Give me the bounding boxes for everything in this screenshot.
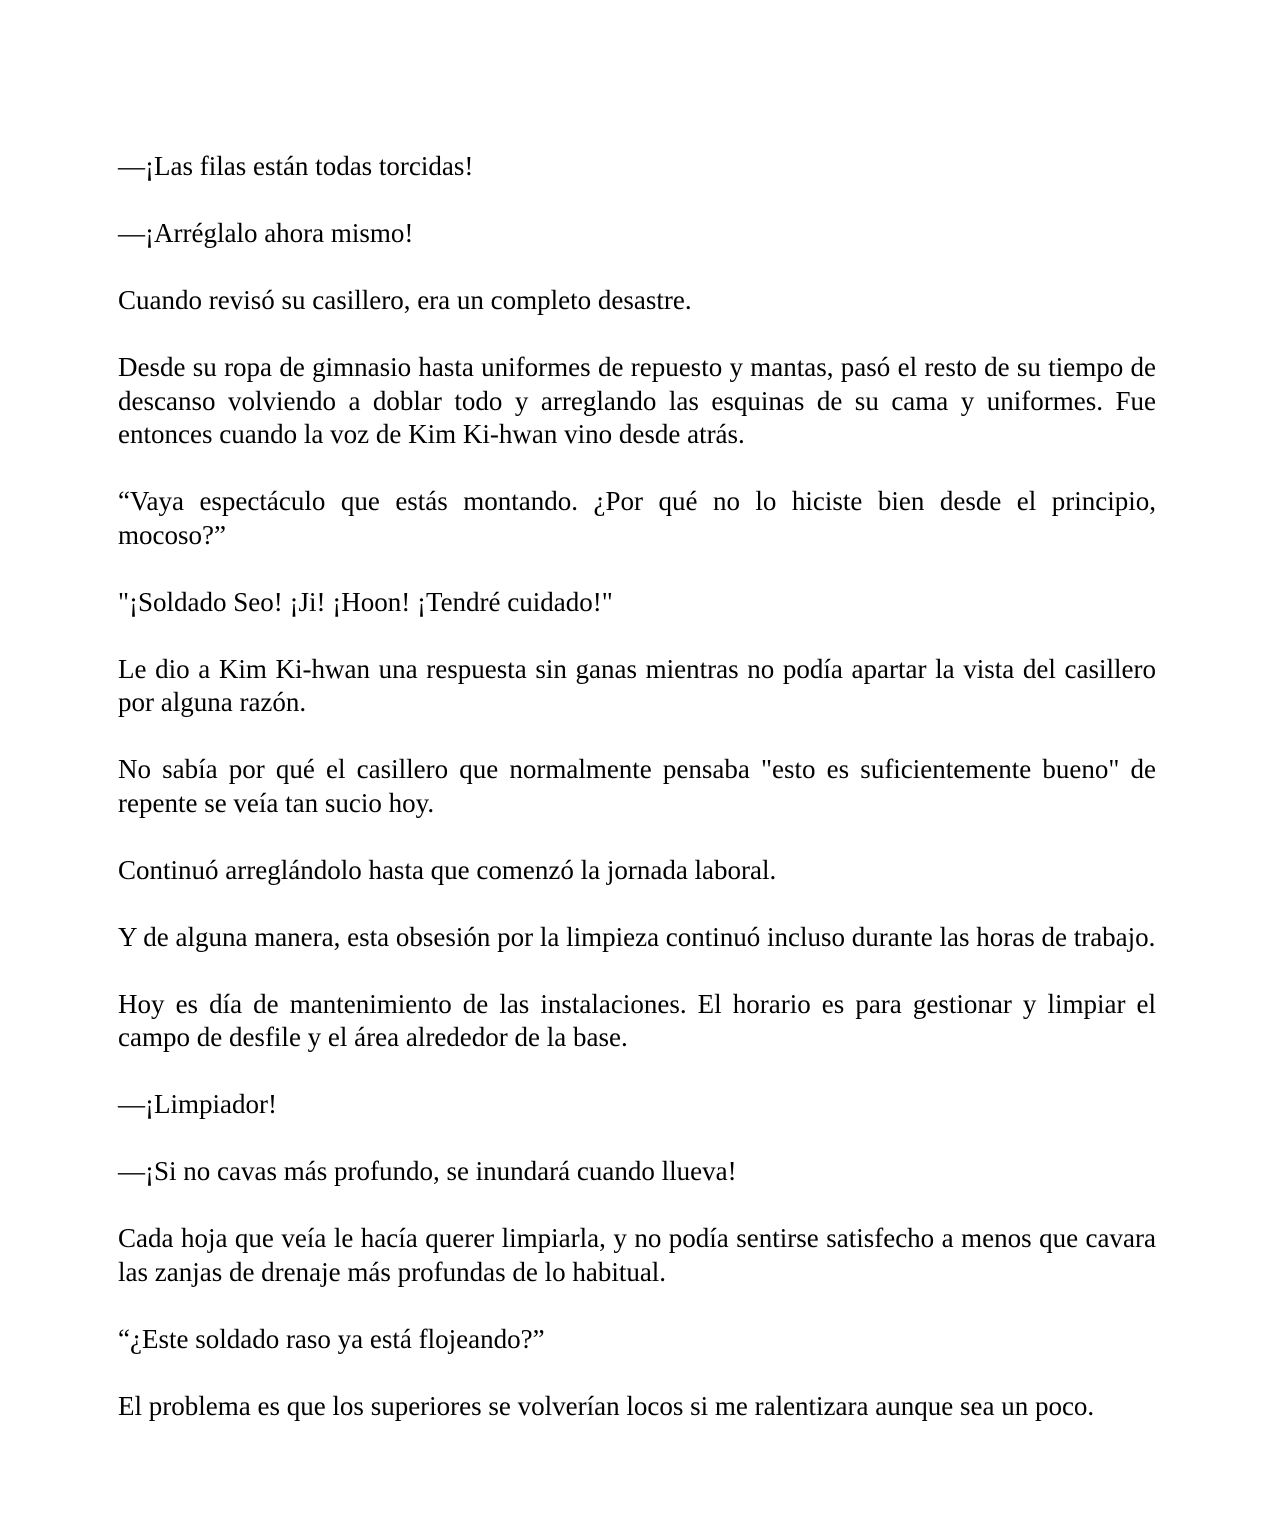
paragraph: El problema es que los superiores se volverían locos si me ralentizara aunque sea un poco. (118, 1390, 1095, 1421)
paragraph: “Vaya espectáculo que estás montando. ¿Por qué no lo hiciste bien desde el principio, mocoso?” (118, 486, 1156, 550)
document-body (118, 150, 1156, 1423)
paragraph: "¡Soldado Seo! ¡Ji! ¡Hoon! ¡Tendré cuidado!" (118, 586, 613, 617)
paragraph: Cuando revisó su casillero, era un completo desastre. (118, 285, 692, 315)
paragraph: —¡Las filas están todas torcidas! (118, 151, 474, 181)
paragraph: —¡Arréglalo ahora mismo! (118, 218, 414, 248)
paragraph: No sabía por qué el casillero que normalmente pensaba "esto es suficientemente bueno" de repente se veía tan sucio hoy. (118, 754, 1156, 818)
paragraph: Y de alguna manera, esta obsesión por la limpieza continuó incluso durante las horas de trabajo. (118, 921, 1156, 952)
paragraph: Cada hoja que veía le hacía querer limpiarla, y no podía sentirse satisfecho a menos que cavara las zanjas de drenaje más profundas de lo habitual. (118, 1223, 1156, 1287)
paragraph: Le dio a Kim Ki-hwan una respuesta sin ganas mientras no podía apartar la vista del casillero por alguna razón. (118, 653, 1156, 717)
paragraph: Desde su ropa de gimnasio hasta uniformes de repuesto y mantas, pasó el resto de su tiempo de descanso volviendo a doblar todo y arreglando las esquinas de su cama y uniformes. Fue entonces cuando la voz de Kim Ki-hwan vino desde atrás. (118, 352, 1156, 449)
paragraph: —¡Si no cavas más profundo, se inundará cuando llueva! (118, 1156, 737, 1186)
paragraph: Continuó arreglándolo hasta que comenzó la jornada laboral. (118, 854, 777, 885)
paragraph: —¡Limpiador! (118, 1089, 277, 1119)
paragraph: Hoy es día de mantenimiento de las instalaciones. El horario es para gestionar y limpiar el campo de desfile y el área alrededor de la base. (118, 988, 1156, 1052)
paragraph: “¿Este soldado raso ya está flojeando?” (118, 1323, 545, 1354)
